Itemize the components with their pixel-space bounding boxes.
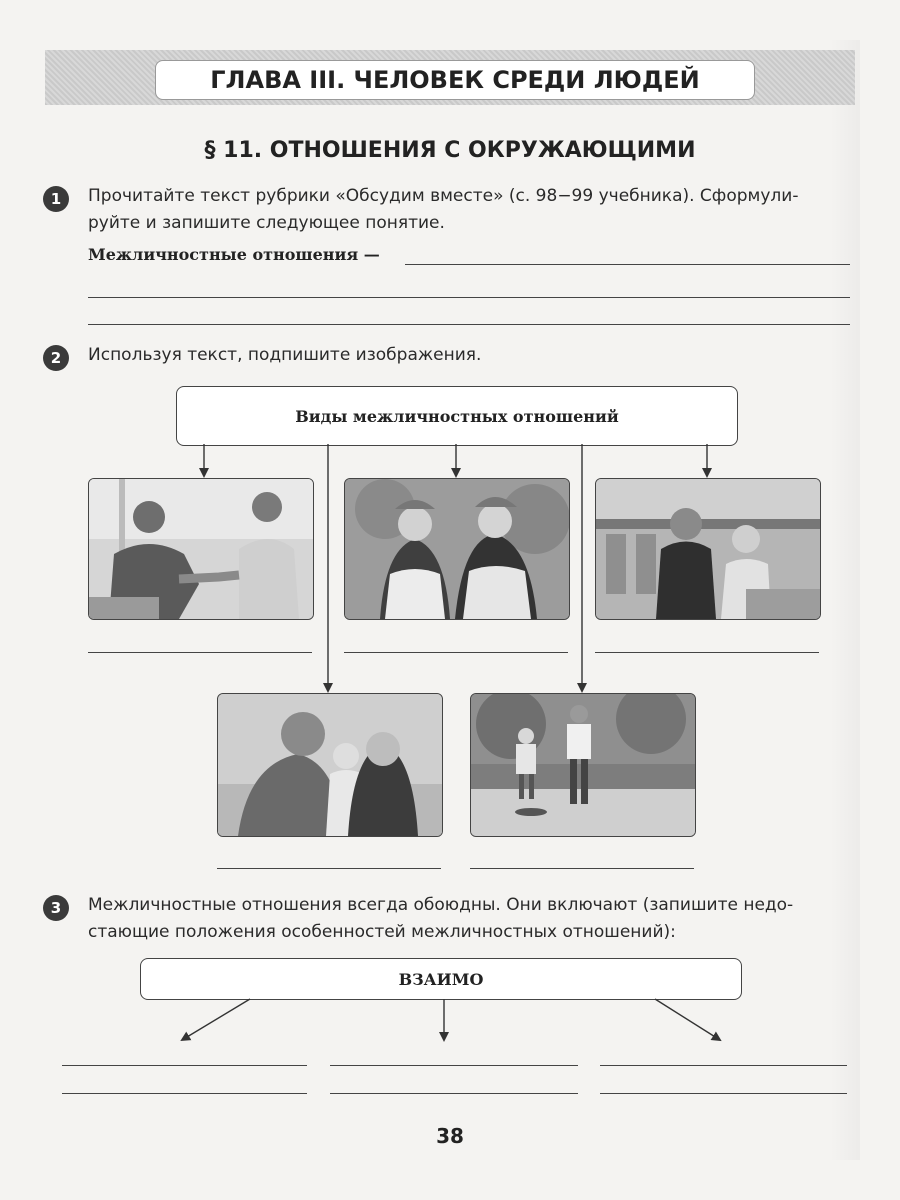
- task2-text: Используя текст, подпишите изображения.: [88, 345, 482, 365]
- caption-line[interactable]: [88, 652, 312, 653]
- caption-line[interactable]: [217, 868, 441, 869]
- relations-types-box: Виды межличностных отношений: [176, 386, 738, 446]
- task1-line1: Прочитайте текст рубрики «Обсудим вместе» (с. 98−99 учебника). Сформули-: [88, 186, 799, 206]
- handshake-photo: [88, 478, 314, 620]
- task3-text: [88, 892, 793, 946]
- answer-line[interactable]: [330, 1093, 578, 1094]
- answer-line[interactable]: [62, 1093, 307, 1094]
- section-title: § 11. ОТНОШЕНИЯ С ОКРУЖАЮЩИМИ: [204, 138, 696, 163]
- arrow-to-right-answer: [655, 999, 720, 1040]
- family-photo: [217, 693, 443, 837]
- task3-line1: Межличностные отношения всегда обоюдны. Они включают (запишите недо-: [88, 895, 794, 915]
- bleed-through-shadow: [830, 40, 860, 1160]
- answer-line[interactable]: [88, 324, 850, 325]
- answer-line[interactable]: [88, 297, 850, 298]
- couple-cafe-photo: [595, 478, 821, 620]
- answer-line[interactable]: [600, 1065, 847, 1066]
- task-number-3: 3: [43, 895, 69, 921]
- arrow-to-left-answer: [182, 999, 250, 1040]
- answer-line[interactable]: [62, 1065, 307, 1066]
- children-park-photo: [470, 693, 696, 837]
- answer-line[interactable]: [405, 264, 850, 265]
- task1-text: [88, 183, 798, 237]
- caption-line[interactable]: [344, 652, 568, 653]
- task-number-2: 2: [43, 345, 69, 371]
- answer-line[interactable]: [600, 1093, 847, 1094]
- page-number: 38: [436, 1124, 464, 1148]
- caption-line[interactable]: [470, 868, 694, 869]
- mutual-box: ВЗАИМО: [140, 958, 742, 1000]
- task-number-1: 1: [43, 186, 69, 212]
- girls-friends-photo: [344, 478, 570, 620]
- chapter-title: ГЛАВА III. ЧЕЛОВЕК СРЕДИ ЛЮДЕЙ: [155, 60, 755, 100]
- term-label: Межличностные отношения —: [88, 245, 380, 264]
- task1-line2: руйте и запишите следующее понятие.: [88, 213, 445, 233]
- caption-line[interactable]: [595, 652, 819, 653]
- task3-line2: стающие положения особенностей межличностных отношений):: [88, 922, 676, 942]
- answer-line[interactable]: [330, 1065, 578, 1066]
